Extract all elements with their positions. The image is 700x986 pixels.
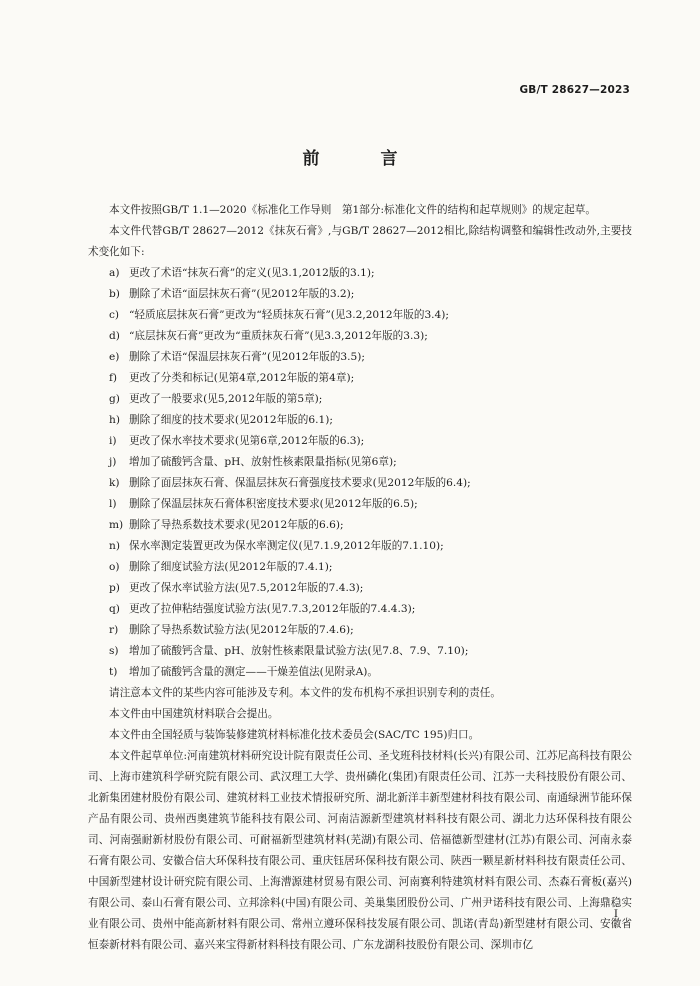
list-item [88, 263, 632, 284]
list-item-text: 删除了导热系数试验方法(见2012年版的7.4.6); [129, 624, 354, 636]
list-item-mark: n) [109, 540, 120, 552]
list-item [88, 326, 632, 347]
document-body [88, 200, 632, 956]
list-item-text: “底层抹灰石膏”更改为“重质抹灰石膏”(见3.3,2012年版的3.3); [129, 330, 428, 342]
list-item-text: 更改了保水率试验方法(见7.5,2012年版的7.4.3); [129, 582, 364, 594]
list-item-text: 保水率测定装置更改为保水率测定仪(见7.1.9,2012年版的7.1.10); [129, 540, 444, 552]
list-item-text: 更改了保水率技术要求(见第6章,2012年版的6.3); [129, 435, 365, 447]
list-item-mark: d) [109, 330, 120, 342]
list-item [88, 515, 632, 536]
list-item [88, 620, 632, 641]
list-item-text: 删除了保温层抹灰石膏体积密度技术要求(见2012年版的6.5); [129, 498, 418, 510]
list-item-text: 更改了一般要求(见5,2012年版的第5章); [129, 393, 323, 405]
list-item [88, 473, 632, 494]
list-item-mark: e) [109, 351, 120, 363]
list-item-text: 增加了硫酸钙含量的测定——干燥差值法(见附录A)。 [129, 666, 378, 678]
list-item-text: 删除了术语“面层抹灰石膏”(见2012年版的3.2); [129, 288, 355, 300]
list-item-mark: b) [109, 288, 120, 300]
list-item-mark: m) [109, 519, 124, 531]
standard-code: GB/T 28627—2023 [519, 84, 630, 96]
list-item-text: 更改了拉伸粘结强度试验方法(见7.7.3,2012年版的7.4.4.3); [129, 603, 416, 615]
list-item-mark: k) [109, 477, 120, 489]
list-item-mark: t) [109, 666, 118, 678]
list-item [88, 368, 632, 389]
page-number: I [613, 908, 618, 920]
list-item [88, 494, 632, 515]
page-title: 前 言 [302, 149, 420, 169]
paragraph-drafting-rule: 本文件按照GB/T 1.1—2020《标准化工作导则 第1部分:标准化文件的结构和起草规则》的规定起草。 [109, 204, 596, 216]
paragraph-proposer: 本文件由中国建筑材料联合会提出。 [109, 708, 279, 720]
change-list [88, 263, 632, 683]
list-item [88, 347, 632, 368]
paragraph-committee: 本文件由全国轻质与装饰装修建筑材料标准化技术委员会(SAC/TC 195)归口。 [109, 729, 480, 741]
list-item-text: 更改了分类和标记(见第4章,2012年版的第4章); [129, 372, 355, 384]
list-item [88, 599, 632, 620]
list-item-text: 增加了硫酸钙含量、pH、放射性核素限量指标(见第6章); [129, 456, 397, 468]
list-item-mark: o) [109, 561, 120, 573]
list-item-text: 更改了术语“抹灰石膏”的定义(见3.1,2012版的3.1); [129, 267, 375, 279]
list-item [88, 389, 632, 410]
list-item-text: 删除了细度的技术要求(见2012年版的6.1); [129, 414, 333, 426]
list-item-mark: h) [109, 414, 120, 426]
paragraph-replacement: 本文件代替GB/T 28627—2012《抹灰石膏》,与GB/T 28627—2012相比,除结构调整和编辑性改动外,主要技术变化如下: [88, 225, 632, 258]
list-item-text: 删除了细度试验方法(见2012年版的7.4.1); [129, 561, 333, 573]
list-item-mark: g) [109, 393, 120, 405]
list-item [88, 410, 632, 431]
list-item-mark: a) [109, 267, 120, 279]
list-item [88, 578, 632, 599]
list-item-mark: f) [109, 372, 118, 384]
list-item-mark: q) [109, 603, 120, 615]
list-item-text: “轻质底层抹灰石膏”更改为“轻质抹灰石膏”(见3.2,2012年版的3.4); [129, 309, 449, 321]
list-item [88, 305, 632, 326]
list-item-text: 增加了硫酸钙含量、pH、放射性核素限量试验方法(见7.8、7.9、7.10); [129, 645, 469, 657]
list-item-mark: c) [109, 309, 120, 321]
list-item-mark: l) [109, 498, 117, 510]
paragraph-patent-notice: 请注意本文件的某些内容可能涉及专利。本文件的发布机构不承担识别专利的责任。 [109, 687, 501, 699]
list-item-text: 删除了术语“保温层抹灰石膏”(见2012年版的3.5); [129, 351, 365, 363]
list-item [88, 662, 632, 683]
list-item-mark: p) [109, 582, 120, 594]
list-item [88, 557, 632, 578]
list-item [88, 284, 632, 305]
list-item [88, 536, 632, 557]
list-item [88, 641, 632, 662]
list-item [88, 431, 632, 452]
list-item-text: 删除了导热系数技术要求(见2012年版的6.6); [129, 519, 344, 531]
list-item-mark: j) [109, 456, 117, 468]
list-item-text: 删除了面层抹灰石膏、保温层抹灰石膏强度技术要求(见2012年版的6.4); [129, 477, 471, 489]
list-item-mark: i) [109, 435, 117, 447]
list-item-mark: s) [109, 645, 119, 657]
list-item-mark: r) [109, 624, 119, 636]
paragraph-drafting-units: 本文件起草单位:河南建筑材料研究设计院有限责任公司、圣戈班科技材料(长兴)有限公司、江苏尼高科技有限公司、上海市建筑科学研究院有限公司、武汉理工大学、贵州磷化(集团)有限责任公司、江苏一夫科技股份有限公司、北新集团建材股份有限公司、建筑材料工业技术情报研究所、湖北新洋丰新型建材科技有限公司、南通绿洲节能环保产品有限公司、贵州西奥建筑节能科技有限公司、河南洁源新型建筑材料科技有限公司、湖北力达环保科技有限公司、河南强耐新材股份有限公司、可耐福新型建筑材料(芜湖)有限公司、倍福德新型建材(江苏)有限公司、河南永泰石膏有限公司、安徽合信大环保科技有限公司、重庆钰居环保科技有限公司、陕西一颗星新材料科技有限责任公司、中国新型建材设计研究院有限公司、上海漕源建材贸易有限公司、河南赛利特建筑材料有限公司、杰森石膏板(嘉兴)有限公司、泰山石膏有限公司、立邦涂料(中国)有限公司、美巢集团股份公司、广州尹诺科技有限公司、上海鼎稳实业有限公司、贵州中能高新材料有限公司、常州立遵环保科技发展有限公司、凯诺(青岛)新型建材有限公司、安徽省恒泰新材料有限公司、嘉兴来宝得新材料科技有限公司、广东龙湖科技股份有限公司、深圳市亿 [88, 750, 632, 951]
list-item [88, 452, 632, 473]
